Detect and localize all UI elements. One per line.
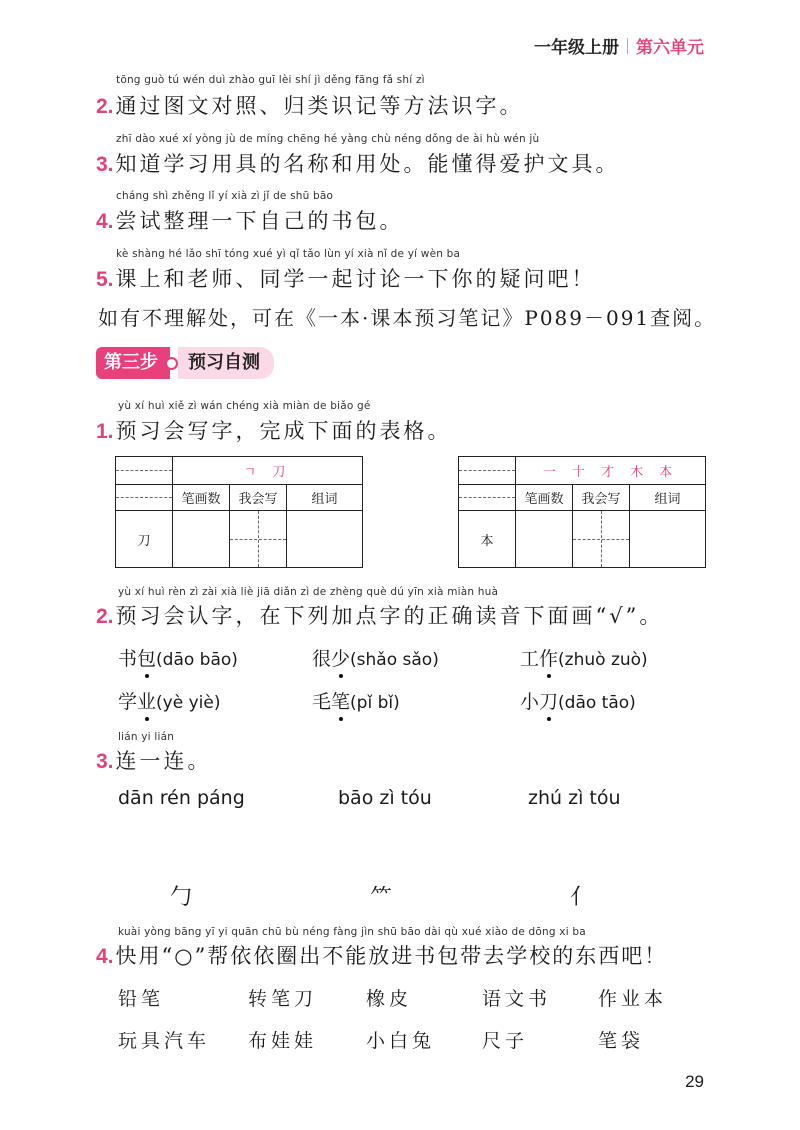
reading-item[interactable]: 书包 (dāo bāo) — [118, 644, 238, 671]
table-1-write-cell[interactable] — [230, 511, 287, 568]
table-2-write-cell[interactable] — [573, 511, 630, 568]
goal-5 — [96, 263, 596, 293]
table-2-header-strokes: 笔画数 — [516, 485, 573, 511]
unit-label: 第六单元 — [636, 38, 704, 58]
object-item[interactable]: 布娃娃 — [248, 1030, 318, 1052]
reading-item[interactable]: 毛笔 (pǐ bǐ) — [312, 687, 400, 714]
q3-number: 3. — [96, 750, 114, 773]
goal-2-pinyin: tōng guò tú wén duì zhào guī lèi shí jì děng fāng fǎ shí zì — [116, 74, 425, 86]
goal-3-text: 知道学习用具的名称和用处。能懂得爱护文具。 — [115, 152, 620, 176]
q4-pinyin: kuài yòng bāng yī yi quān chū bù néng fàng jìn shū bāo dài qù xué xiào de dōng xi ba — [118, 926, 586, 938]
table-1-stroke-order: ㄱ 刀 — [173, 457, 363, 485]
goal-2 — [96, 90, 524, 120]
table-1-corner-2 — [116, 485, 173, 511]
table-2-header-write: 我会写 — [573, 485, 630, 511]
object-item[interactable]: 铅笔 — [118, 988, 165, 1010]
table-2-stroke-order: 一 十 才 木 本 — [516, 457, 706, 485]
goal-5-pinyin: kè shàng hé lǎo shī tóng xué yì qǐ tǎo lùn yí xià nǐ de yí wèn ba — [116, 248, 461, 260]
table-1-header-words: 组词 — [287, 485, 363, 511]
reading-item[interactable]: 学业 (yè yiè) — [118, 687, 220, 714]
q4 — [96, 940, 667, 970]
goal-4-number: 4. — [96, 210, 114, 233]
table-1-character: 刀 — [116, 511, 173, 568]
writing-table-1 — [115, 456, 363, 568]
q2 — [96, 600, 663, 630]
q4-text: 快用“○”帮依依圈出不能放进书包带去学校的东西吧！ — [115, 944, 668, 968]
reading-item[interactable]: 很少 (shǎo sǎo) — [312, 644, 439, 671]
table-1-header-strokes: 笔画数 — [173, 485, 230, 511]
reading-item[interactable]: 工作 (zhuò zuò) — [520, 644, 648, 671]
goal-4-text: 尝试整理一下自己的书包。 — [115, 209, 404, 233]
goal-3-number: 3. — [96, 153, 114, 176]
radical-2[interactable]: ⺮ — [370, 885, 393, 910]
goal-4-pinyin: cháng shì zhěng lǐ yí xià zì jǐ de shū bāo — [116, 190, 334, 202]
object-item[interactable]: 小白兔 — [366, 1030, 436, 1052]
goal-2-number: 2. — [96, 95, 114, 118]
reference-note: 如有不理解处，可在《一本·课本预习笔记》P089－091查阅。 — [98, 306, 717, 330]
table-2-character: 本 — [459, 511, 516, 568]
q1-text: 预习会写字，完成下面的表格。 — [115, 419, 452, 443]
q1-pinyin: yù xí huì xiě zì wán chéng xià miàn de biǎo gé — [118, 400, 371, 412]
table-1-corner — [116, 457, 173, 485]
step-dot — [165, 357, 178, 370]
radical-name-2[interactable]: bāo zì tóu — [338, 787, 432, 809]
header-divider — [627, 38, 628, 54]
page-number: 29 — [685, 1072, 704, 1091]
step-banner — [96, 347, 274, 379]
radical-1[interactable]: 勹 — [170, 885, 193, 910]
reading-item[interactable]: 小刀 (dāo tāo) — [520, 687, 636, 714]
object-item[interactable]: 笔袋 — [598, 1030, 645, 1052]
table-2-corner-2 — [459, 485, 516, 511]
page-header — [534, 33, 704, 58]
goal-5-text: 课上和老师、同学一起讨论一下你的疑问吧！ — [115, 267, 596, 291]
radical-name-3[interactable]: zhú zì tóu — [528, 787, 621, 809]
radical-name-1[interactable]: dān rén páng — [118, 787, 245, 809]
q2-pinyin: yù xí huì rèn zì zài xià liè jiā diǎn zì de zhèng què dú yīn xià miàn huà — [118, 586, 499, 598]
q3-pinyin: lián yi lián — [118, 731, 175, 743]
goal-4 — [96, 205, 404, 235]
q1 — [96, 415, 452, 445]
q4-number: 4. — [96, 945, 114, 968]
grade-label: 一年级上册 — [534, 38, 619, 58]
table-2-strokes-cell[interactable] — [516, 511, 573, 568]
object-item[interactable]: 语文书 — [482, 988, 552, 1010]
object-item[interactable]: 玩具汽车 — [118, 1030, 211, 1052]
step-tag: 第三步 — [96, 347, 170, 379]
object-item[interactable]: 作业本 — [598, 988, 668, 1010]
table-2-header-words: 组词 — [630, 485, 706, 511]
radical-3[interactable]: 亻 — [570, 885, 593, 910]
q3-text: 连一连。 — [115, 749, 212, 773]
goal-2-text: 通过图文对照、归类识记等方法识字。 — [115, 94, 524, 118]
object-item[interactable]: 尺子 — [482, 1030, 529, 1052]
goal-5-number: 5. — [96, 268, 114, 291]
goal-3-pinyin: zhī dào xué xí yòng jù de míng chēng hé yàng chù néng dǒng de ài hù wén jù — [116, 133, 540, 145]
table-2-words-cell[interactable] — [630, 511, 706, 568]
q2-number: 2. — [96, 605, 114, 628]
q3 — [96, 745, 212, 775]
object-item[interactable]: 橡皮 — [366, 988, 413, 1010]
goal-3 — [96, 148, 620, 178]
step-title: 预习自测 — [178, 347, 274, 379]
q2-text: 预习会认字，在下列加点字的正确读音下面画“√”。 — [115, 604, 664, 628]
table-1-header-write: 我会写 — [230, 485, 287, 511]
table-2-corner — [459, 457, 516, 485]
q1-number: 1. — [96, 420, 114, 443]
object-item[interactable]: 转笔刀 — [248, 988, 318, 1010]
table-1-words-cell[interactable] — [287, 511, 363, 568]
table-1-strokes-cell[interactable] — [173, 511, 230, 568]
writing-table-2 — [458, 456, 706, 568]
